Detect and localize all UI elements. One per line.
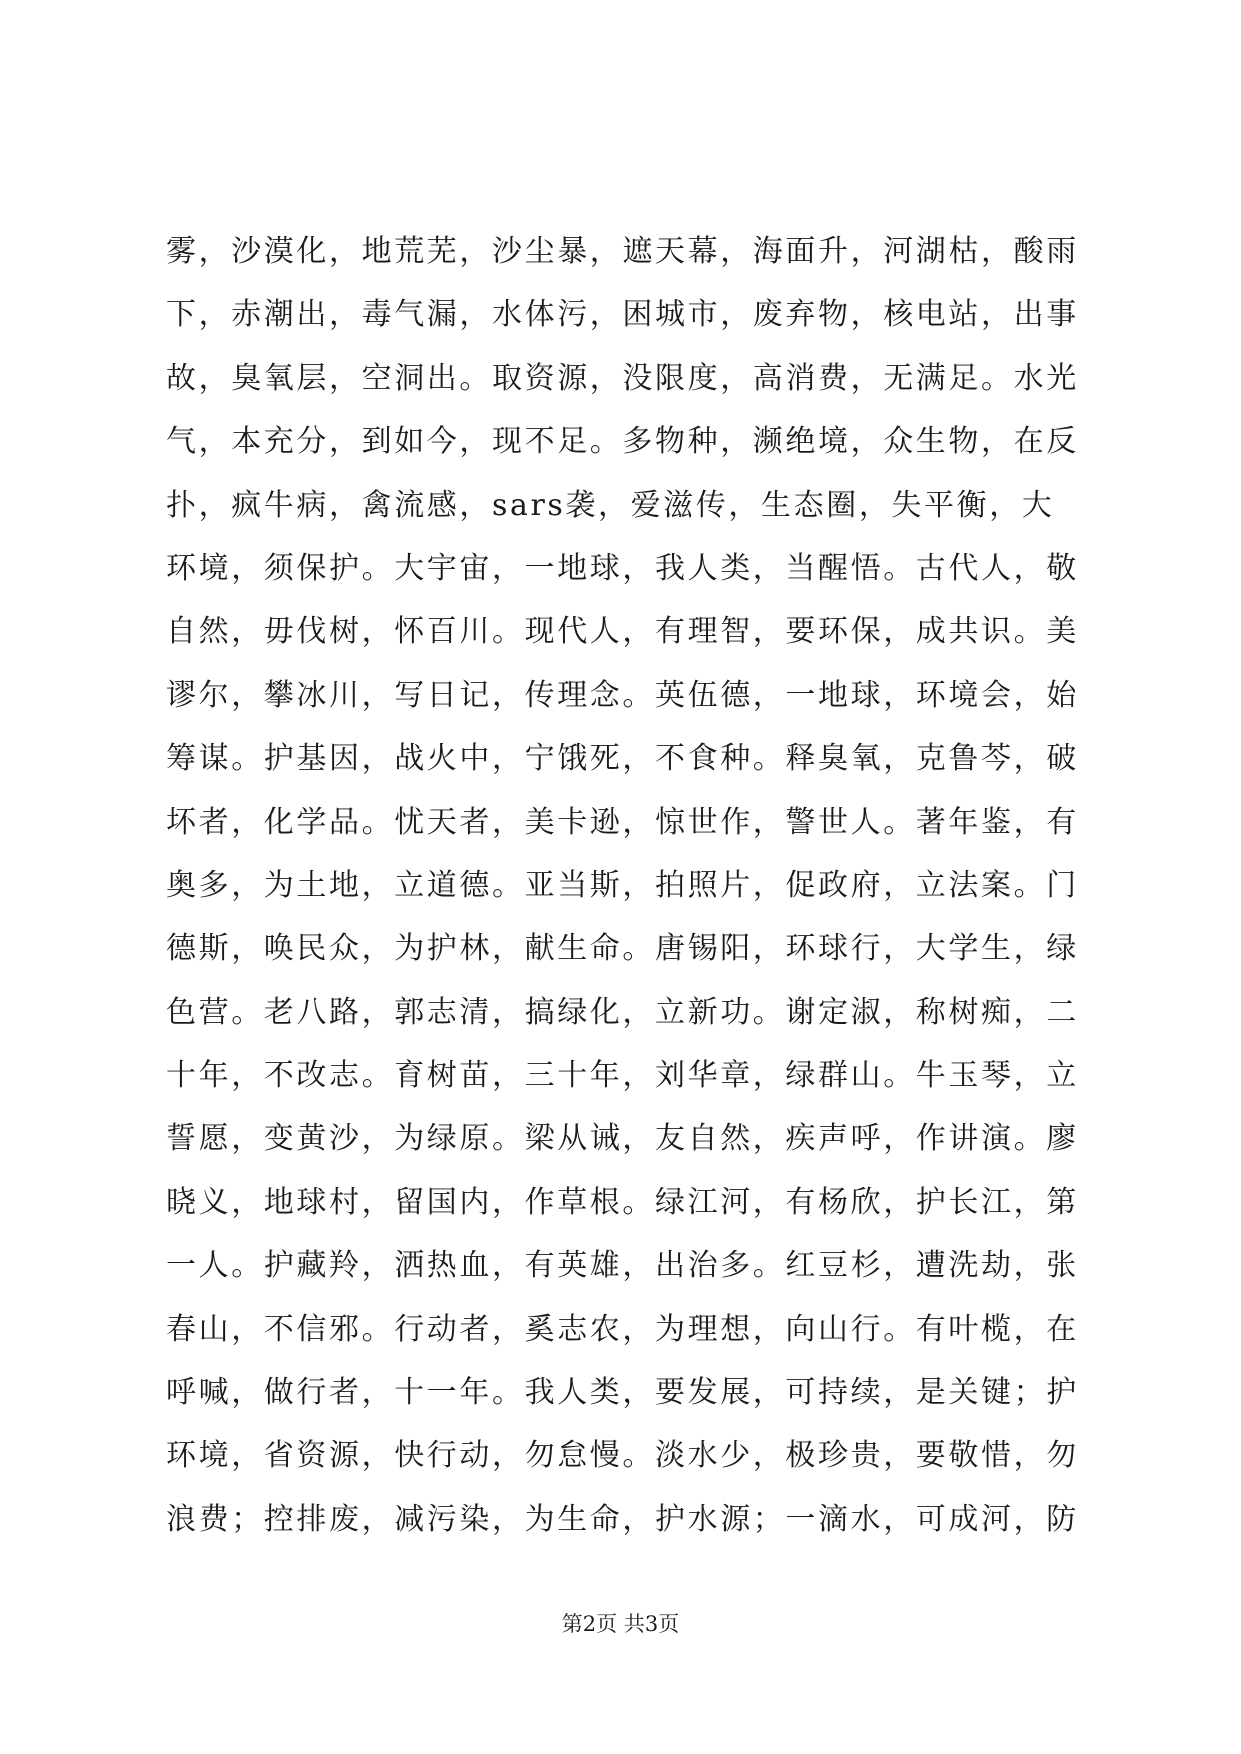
body-text bbox=[166, 232, 1086, 1563]
text-line: 环境，须保护。大宇宙，一地球，我人类，当醒悟。古代人，敬 bbox=[166, 550, 1079, 586]
text-line: 故，臭氧层，空洞出。取资源，没限度，高消费，无满足。水光 bbox=[166, 360, 1079, 396]
text-line: 德斯，唤民众，为护林，献生命。唐锡阳，环球行，大学生，绿 bbox=[166, 931, 1079, 967]
text-line: 色营。老八路，郭志清，搞绿化，立新功。谢定淑，称树痴，二 bbox=[166, 994, 1079, 1030]
page-number-footer: 第2页 共3页 bbox=[561, 1612, 680, 1636]
text-line: 坏者，化学品。忧天者，美卡逊，惊世作，警世人。著年鉴，有 bbox=[166, 804, 1079, 840]
text-line: 自然，毋伐树，怀百川。现代人，有理智，要环保，成共识。美 bbox=[166, 614, 1079, 650]
text-line: 呼喊，做行者，十一年。我人类，要发展，可持续，是关键；护 bbox=[166, 1375, 1079, 1411]
text-line: 雾，沙漠化，地荒芜，沙尘暴，遮天幕，海面升，河湖枯，酸雨 bbox=[166, 234, 1079, 269]
text-line: 十年，不改志。育树苗，三十年，刘华章，绿群山。牛玉琴，立 bbox=[166, 1058, 1079, 1094]
text-line: 一人。护藏羚，洒热血，有英雄，出治多。红豆杉，遭洗劫，张 bbox=[166, 1248, 1079, 1284]
text-line: 气，本充分，到如今，现不足。多物种，濒绝境，众生物，在反 bbox=[166, 424, 1079, 460]
text-line: 晓义，地球村，留国内，作草根。绿江河，有杨欣，护长江，第 bbox=[166, 1184, 1079, 1220]
text-line: 下，赤潮出，毒气漏，水体污，困城市，废弃物，核电站，出事 bbox=[166, 297, 1079, 333]
text-line: 浪费；控排废，减污染，为生命，护水源；一滴水，可成河，防 bbox=[166, 1501, 1079, 1537]
text-line: 环境，省资源，快行动，勿怠慢。淡水少，极珍贵，要敬惜，勿 bbox=[166, 1438, 1079, 1474]
text-line: 春山，不信邪。行动者，奚志农，为理想，向山行。有叶榄，在 bbox=[166, 1311, 1079, 1347]
text-line: 筹谋。护基因，战火中，宁饿死，不食种。释臭氧，克鲁芩，破 bbox=[166, 741, 1079, 777]
text-line: 谬尔，攀冰川，写日记，传理念。英伍德，一地球，环境会，始 bbox=[166, 677, 1079, 713]
text-line: 扑，疯牛病，禽流感，sars袭，爱滋传，生态圈，失平衡，大 bbox=[166, 487, 1055, 523]
text-line: 奥多，为土地，立道德。亚当斯，拍照片，促政府，立法案。门 bbox=[166, 867, 1079, 903]
text-line: 誓愿，变黄沙，为绿原。梁从诫，友自然，疾声呼，作讲演。廖 bbox=[166, 1121, 1079, 1157]
